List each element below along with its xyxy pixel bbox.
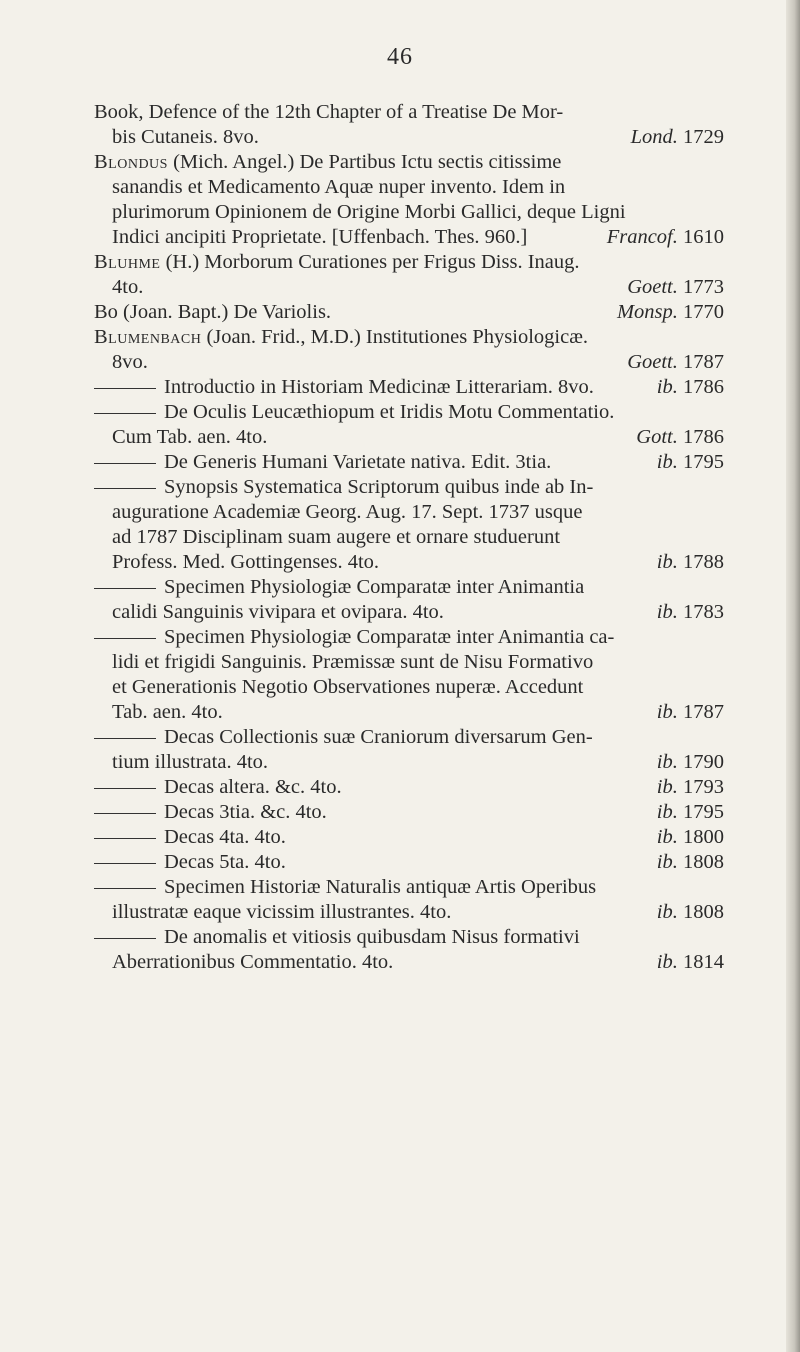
ditto-dash <box>94 588 156 589</box>
entry-text <box>94 450 551 475</box>
entry-line-text: et Generationis Negotio Observationes nuperæ. Accedunt <box>112 676 584 698</box>
entry-year: 1788 <box>683 551 724 573</box>
entry-imprint <box>657 375 724 400</box>
entry-imprint <box>607 225 724 250</box>
entry-year: 1783 <box>683 601 724 623</box>
entry-author: Blumenbach <box>94 326 202 348</box>
entry-line-text: illustratæ eaque vicissim illustrantes. 4to. <box>112 901 452 923</box>
bibliography-entry <box>94 150 724 250</box>
bibliography-entry <box>94 825 724 850</box>
entry-line-text: 8vo. <box>112 351 148 373</box>
entry-line <box>94 400 724 425</box>
bibliography-entry <box>94 375 724 400</box>
entry-imprint <box>617 300 724 325</box>
entry-place: ib. <box>656 901 683 923</box>
entry-imprint <box>657 600 724 625</box>
entry-line-text: Bo (Joan. Bapt.) De Variolis. <box>94 301 332 323</box>
entry-year: 1787 <box>683 351 724 373</box>
entry-line-text: Book, Defence of the 12th Chapter of a Treatise De Mor- <box>94 101 564 123</box>
bibliography-entry <box>94 400 724 450</box>
entry-text <box>112 676 583 698</box>
entry-line-text: Specimen Historiæ Naturalis antiquæ Artis Operibus <box>164 876 597 898</box>
entry-text <box>112 700 223 725</box>
entry-imprint <box>657 775 724 800</box>
entry-year: 1793 <box>683 776 724 798</box>
entry-line-text: De anomalis et vitiosis quibusdam Nisus formativi <box>164 926 580 948</box>
entry-line <box>94 200 724 225</box>
entry-year: 1786 <box>683 426 724 448</box>
entry-text <box>112 526 560 548</box>
entry-place: ib. <box>656 601 683 623</box>
entry-place: ib. <box>656 776 683 798</box>
entry-year: 1786 <box>683 376 724 398</box>
entry-line-text: Synopsis Systematica Scriptorum quibus inde ab In- <box>164 476 594 498</box>
entry-line <box>94 550 724 575</box>
entry-year: 1808 <box>683 851 724 873</box>
entry-text <box>94 101 563 123</box>
entry-year: 1770 <box>683 301 724 323</box>
entry-line-text: lidi et frigidi Sanguinis. Præmissæ sunt de Nisu Formativo <box>112 651 594 673</box>
entry-line-text: bis Cutaneis. 8vo. <box>112 126 259 148</box>
entry-line <box>94 625 724 650</box>
bibliography-entry <box>94 725 724 775</box>
entry-line <box>94 525 724 550</box>
entry-line-text: Aberrationibus Commentatio. 4to. <box>112 951 394 973</box>
ditto-dash <box>94 938 156 939</box>
entry-line <box>94 250 724 275</box>
bibliography-entry <box>94 450 724 475</box>
entry-place: ib. <box>656 826 683 848</box>
ditto-dash <box>94 813 156 814</box>
bibliography-entry <box>94 925 724 975</box>
entry-place: ib. <box>656 801 683 823</box>
entry-line-text: Introductio in Historiam Medicinæ Litterariam. 8vo. <box>164 376 594 398</box>
entry-imprint <box>657 550 724 575</box>
entry-line-text: plurimorum Opinionem de Origine Morbi Gallici, deque Ligni <box>112 201 626 223</box>
entry-text <box>112 425 267 450</box>
entry-line <box>94 725 724 750</box>
entry-line <box>94 500 724 525</box>
entry-imprint <box>631 125 724 150</box>
entry-line-text: calidi Sanguinis vivipara et ovipara. 4to. <box>112 601 444 623</box>
entry-text <box>94 626 614 648</box>
entry-place: ib. <box>656 851 683 873</box>
entry-line <box>94 125 724 150</box>
entry-line <box>94 600 724 625</box>
entry-line <box>94 150 724 175</box>
entry-place: Monsp. <box>616 301 683 323</box>
entry-line <box>94 450 724 475</box>
entry-text <box>94 726 593 748</box>
entry-line <box>94 325 724 350</box>
entry-imprint <box>657 750 724 775</box>
entry-year: 1773 <box>683 276 724 298</box>
entry-text <box>112 550 379 575</box>
ditto-dash <box>94 388 156 389</box>
entry-imprint <box>627 350 724 375</box>
entry-imprint <box>657 950 724 975</box>
entry-line <box>94 475 724 500</box>
entry-text <box>112 950 393 975</box>
entry-place: Gott. <box>636 426 683 448</box>
bibliography-entry <box>94 575 724 625</box>
entry-line-text: Decas 4ta. 4to. <box>164 826 286 848</box>
ditto-dash <box>94 638 156 639</box>
entry-text <box>112 900 451 925</box>
entry-text <box>94 326 588 348</box>
entry-text <box>112 651 593 673</box>
entry-line-text: (Mich. Angel.) De Partibus Ictu sectis citissime <box>173 151 562 173</box>
entry-text <box>112 125 259 150</box>
entry-line-text: Decas 3tia. &c. 4to. <box>164 801 327 823</box>
entry-line-text: De Generis Humani Varietate nativa. Edit. 3tia. <box>164 451 552 473</box>
entry-line <box>94 700 724 725</box>
entry-place: ib. <box>656 376 683 398</box>
bibliography-entry <box>94 300 724 325</box>
entry-line-text: (Joan. Frid., M.D.) Institutiones Physiologicæ. <box>206 326 589 348</box>
entry-line-text: Decas altera. &c. 4to. <box>164 776 342 798</box>
entry-text <box>94 876 596 898</box>
entry-text <box>112 225 527 250</box>
entry-text <box>94 800 327 825</box>
ditto-dash <box>94 838 156 839</box>
entry-year: 1610 <box>683 226 724 248</box>
entry-author: Bluhme <box>94 251 161 273</box>
ditto-dash <box>94 788 156 789</box>
bibliography-entry <box>94 100 724 150</box>
entry-line <box>94 900 724 925</box>
entry-line-text: (H.) Morborum Curationes per Frigus Diss. Inaug. <box>165 251 580 273</box>
entry-line-text: tium illustrata. 4to. <box>112 751 269 773</box>
entry-line <box>94 100 724 125</box>
entry-year: 1787 <box>683 701 724 723</box>
entry-line <box>94 925 724 950</box>
entry-line <box>94 225 724 250</box>
entry-text <box>94 775 342 800</box>
ditto-dash <box>94 413 156 414</box>
ditto-dash <box>94 888 156 889</box>
entry-text <box>112 750 268 775</box>
entry-line-text: Cum Tab. aen. 4to. <box>112 426 268 448</box>
entry-text <box>94 375 594 400</box>
entry-line-text: Specimen Physiologiæ Comparatæ inter Animantia ca- <box>164 626 615 648</box>
entry-line <box>94 300 724 325</box>
entry-place: ib. <box>656 951 683 973</box>
entry-imprint <box>657 825 724 850</box>
entry-year: 1800 <box>683 826 724 848</box>
entry-text <box>94 576 584 598</box>
entry-place: ib. <box>656 451 683 473</box>
bibliography-entry <box>94 800 724 825</box>
entry-line <box>94 175 724 200</box>
entry-imprint <box>657 700 724 725</box>
entry-year: 1808 <box>683 901 724 923</box>
page-edge-shadow <box>786 0 800 1352</box>
ditto-dash <box>94 863 156 864</box>
entry-imprint <box>657 450 724 475</box>
bibliography-entry <box>94 875 724 925</box>
entry-place: Goett. <box>627 351 683 373</box>
entry-text <box>112 176 565 198</box>
bibliography-entry <box>94 625 724 725</box>
entry-line-text: sanandis et Medicamento Aquæ nuper invento. Idem in <box>112 176 566 198</box>
entry-author: Blondus <box>94 151 168 173</box>
entry-year: 1795 <box>683 801 724 823</box>
entry-imprint <box>627 275 724 300</box>
entry-line <box>94 575 724 600</box>
entry-text <box>94 825 286 850</box>
entry-text <box>112 275 143 300</box>
entry-line <box>94 650 724 675</box>
entry-place: ib. <box>656 701 683 723</box>
entry-year: 1790 <box>683 751 724 773</box>
entry-line-text: Indici ancipiti Proprietate. [Uffenbach. Thes. 960.] <box>112 226 528 248</box>
entry-line <box>94 850 724 875</box>
entry-line-text: Tab. aen. 4to. <box>112 701 223 723</box>
entry-line <box>94 675 724 700</box>
ditto-dash <box>94 488 156 489</box>
entry-year: 1729 <box>683 126 724 148</box>
entry-year: 1814 <box>683 951 724 973</box>
entry-text <box>112 501 582 523</box>
entry-place: Lond. <box>630 126 683 148</box>
entry-line-text: auguratione Academiæ Georg. Aug. 17. Sept. 1737 usque <box>112 501 583 523</box>
entry-imprint <box>636 425 724 450</box>
entry-place: Francof. <box>606 226 683 248</box>
entry-text <box>94 151 561 173</box>
entry-text <box>112 201 626 223</box>
entry-line <box>94 350 724 375</box>
entry-line-text: De Oculis Leucæthiopum et Iridis Motu Commentatio. <box>164 401 615 423</box>
entry-text <box>94 300 331 325</box>
entry-year: 1795 <box>683 451 724 473</box>
entry-line <box>94 275 724 300</box>
entry-text <box>94 476 593 498</box>
entry-line-text: 4to. <box>112 276 144 298</box>
entry-place: Goett. <box>627 276 683 298</box>
entry-line-text: Profess. Med. Gottingenses. 4to. <box>112 551 380 573</box>
bibliography-entry <box>94 775 724 800</box>
entry-line <box>94 800 724 825</box>
bibliography-list <box>94 100 724 975</box>
entry-line-text: Decas Collectionis suæ Craniorum diversarum Gen- <box>164 726 593 748</box>
entry-line-text: Decas 5ta. 4to. <box>164 851 286 873</box>
entry-text <box>94 251 580 273</box>
entry-place: ib. <box>656 551 683 573</box>
entry-text <box>94 850 286 875</box>
entry-text <box>94 926 580 948</box>
entry-imprint <box>657 850 724 875</box>
bibliography-entry <box>94 250 724 300</box>
entry-line <box>94 425 724 450</box>
ditto-dash <box>94 738 156 739</box>
entry-line <box>94 775 724 800</box>
entry-text <box>94 401 614 423</box>
entry-line-text: ad 1787 Disciplinam suam augere et ornare studuerunt <box>112 526 561 548</box>
entry-line-text: Specimen Physiologiæ Comparatæ inter Animantia <box>164 576 585 598</box>
entry-imprint <box>657 800 724 825</box>
entry-text <box>112 600 444 625</box>
entry-place: ib. <box>656 751 683 773</box>
entry-imprint <box>657 900 724 925</box>
entry-line <box>94 825 724 850</box>
bibliography-entry <box>94 475 724 575</box>
entry-line <box>94 950 724 975</box>
entry-text <box>112 350 148 375</box>
entry-line <box>94 375 724 400</box>
entry-line <box>94 750 724 775</box>
ditto-dash <box>94 463 156 464</box>
page-number: 46 <box>387 44 413 70</box>
bibliography-entry <box>94 325 724 375</box>
bibliography-entry <box>94 850 724 875</box>
entry-line <box>94 875 724 900</box>
